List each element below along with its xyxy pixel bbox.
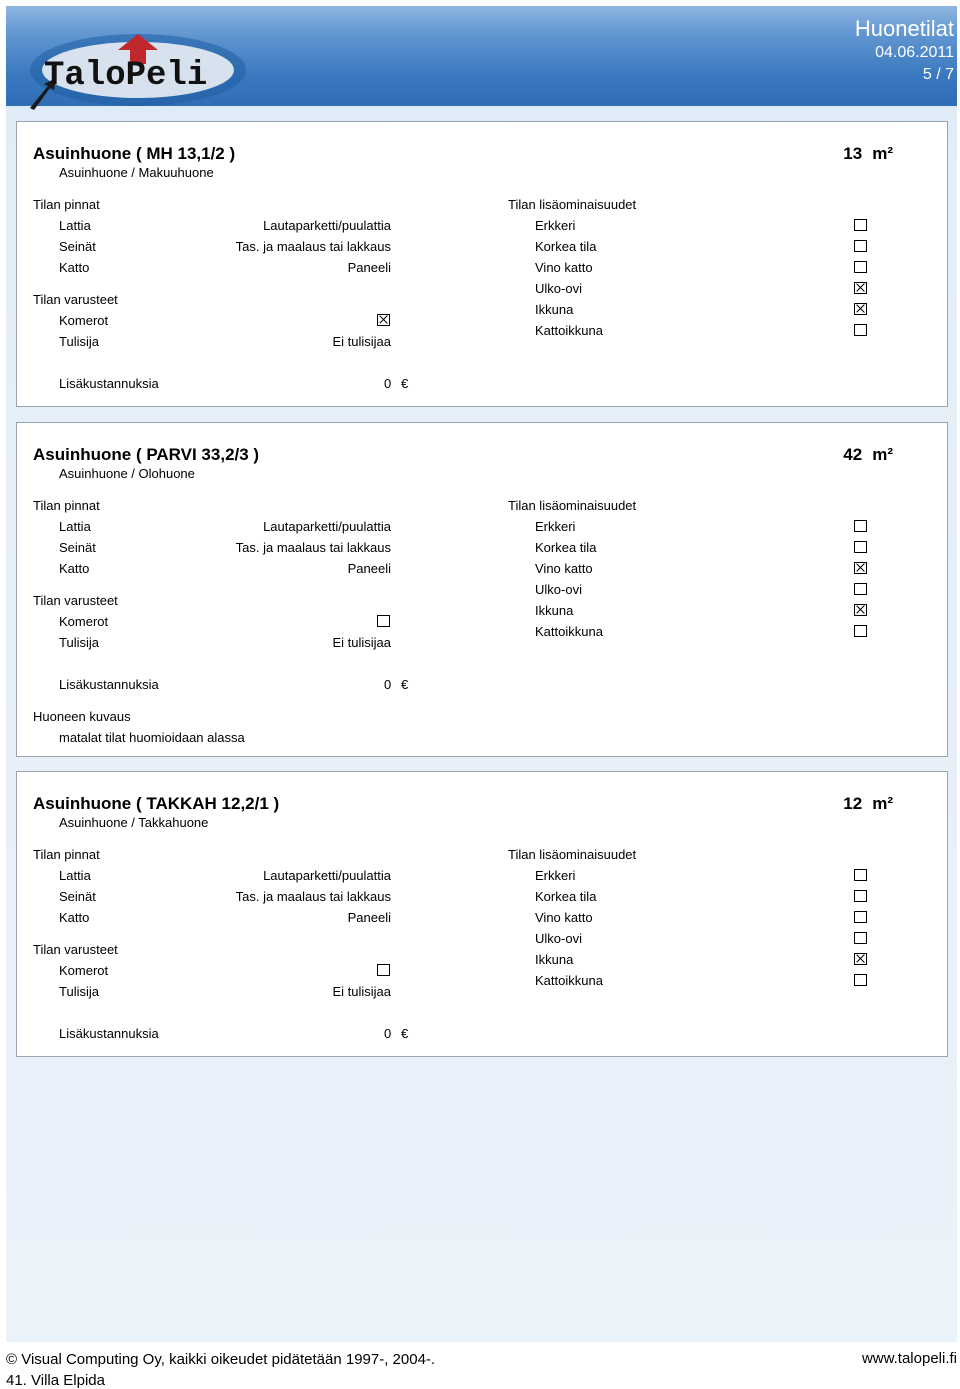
feature-label: Erkkeri <box>535 218 576 233</box>
feature-checkbox-ulko-ovi <box>854 583 867 595</box>
feature-label: Korkea tila <box>535 540 597 555</box>
feature-checkbox-ulko-ovi <box>854 282 867 294</box>
header-title: Huonetilat <box>854 16 954 41</box>
room-area: 13 m² <box>843 144 893 163</box>
fireplace-value: Ei tulisijaa <box>332 984 391 999</box>
feature-checkbox-erkkeri <box>854 520 867 532</box>
extra-costs-label: Lisäkustannuksia <box>59 1026 159 1041</box>
feature-label: Korkea tila <box>535 889 597 904</box>
equipment-heading: Tilan varusteet <box>33 942 118 957</box>
feature-label: Kattoikkuna <box>535 624 603 639</box>
feature-checkbox-vino-katto <box>854 911 867 923</box>
feature-label: Korkea tila <box>535 239 597 254</box>
fireplace-value: Ei tulisijaa <box>332 334 391 349</box>
floor-label: Lattia <box>59 218 91 233</box>
feature-label: Kattoikkuna <box>535 973 603 988</box>
feature-label: Ulko-ovi <box>535 582 582 597</box>
ceiling-value: Paneeli <box>347 260 391 275</box>
extra-costs-value: 0 <box>384 1026 392 1041</box>
room-type: Asuinhuone / Takkahuone <box>59 815 209 830</box>
room-card-1 <box>16 121 948 407</box>
header-date: 04.06.2011 <box>875 44 954 61</box>
feature-checkbox-ikkuna <box>854 604 867 616</box>
svg-text:TaloPeli: TaloPeli <box>44 57 208 95</box>
fireplace-value: Ei tulisijaa <box>332 635 391 650</box>
closet-label: Komerot <box>59 963 109 978</box>
room-title: Asuinhuone ( TAKKAH 12,2/1 ) <box>33 794 280 813</box>
feature-checkbox-korkea-tila <box>854 890 867 902</box>
feature-checkbox-ikkuna <box>854 953 867 965</box>
floor-value: Lautaparketti/puulattia <box>263 868 391 883</box>
feature-label: Erkkeri <box>535 519 576 534</box>
ceiling-label: Katto <box>59 910 90 925</box>
fireplace-label: Tulisija <box>59 635 99 650</box>
feature-label: Vino katto <box>535 260 593 275</box>
extra-costs-value: 0 <box>384 376 392 391</box>
feature-checkbox-erkkeri <box>854 869 867 881</box>
feature-label: Ikkuna <box>535 952 574 967</box>
surfaces-heading: Tilan pinnat <box>33 197 100 212</box>
room-area: 42 m² <box>843 445 893 464</box>
ceiling-value: Paneeli <box>347 561 391 576</box>
project-name: 41. Villa Elpida <box>6 1372 105 1389</box>
feature-checkbox-kattoikkuna <box>854 974 867 986</box>
equipment-heading: Tilan varusteet <box>33 593 118 608</box>
feature-label: Vino katto <box>535 910 593 925</box>
feature-label: Ulko-ovi <box>535 281 582 296</box>
extra-costs-value: 0 <box>384 677 392 692</box>
floor-value: Lautaparketti/puulattia <box>263 519 391 534</box>
feature-checkbox-ulko-ovi <box>854 932 867 944</box>
description-text: matalat tilat huomioidaan alassa <box>59 730 245 745</box>
closet-checkbox <box>377 964 390 976</box>
floor-label: Lattia <box>59 519 91 534</box>
equipment-heading: Tilan varusteet <box>33 292 118 307</box>
feature-checkbox-korkea-tila <box>854 541 867 553</box>
footer-left <box>6 1349 435 1389</box>
closet-label: Komerot <box>59 313 109 328</box>
talopeli-logo <box>26 28 256 110</box>
walls-value: Tas. ja maalaus tai lakkaus <box>235 239 391 254</box>
walls-label: Seinät <box>59 239 96 254</box>
room-card-3 <box>16 771 948 1057</box>
fireplace-label: Tulisija <box>59 334 99 349</box>
feature-label: Ulko-ovi <box>535 931 582 946</box>
feature-checkbox-erkkeri <box>854 219 867 231</box>
surfaces-heading: Tilan pinnat <box>33 498 100 513</box>
feature-label: Vino katto <box>535 561 593 576</box>
feature-label: Erkkeri <box>535 868 576 883</box>
feature-checkbox-korkea-tila <box>854 240 867 252</box>
ceiling-label: Katto <box>59 561 90 576</box>
ceiling-label: Katto <box>59 260 90 275</box>
closet-checkbox <box>377 615 390 627</box>
fireplace-label: Tulisija <box>59 984 99 999</box>
room-title: Asuinhuone ( PARVI 33,2/3 ) <box>33 445 260 464</box>
surfaces-heading: Tilan pinnat <box>33 847 100 862</box>
website-link[interactable]: www.talopeli.fi <box>861 1350 957 1367</box>
feature-checkbox-vino-katto <box>854 261 867 273</box>
floor-label: Lattia <box>59 868 91 883</box>
room-type: Asuinhuone / Makuuhuone <box>59 165 214 180</box>
ceiling-value: Paneeli <box>347 910 391 925</box>
walls-value: Tas. ja maalaus tai lakkaus <box>235 540 391 555</box>
feature-label: Ikkuna <box>535 603 574 618</box>
feature-checkbox-kattoikkuna <box>854 625 867 637</box>
closet-checkbox <box>377 314 390 326</box>
closet-label: Komerot <box>59 614 109 629</box>
features-heading: Tilan lisäominaisuudet <box>508 847 637 862</box>
feature-checkbox-kattoikkuna <box>854 324 867 336</box>
copyright-text: © Visual Computing Oy, kaikki oikeudet pidätetään 1997-, 2004-. <box>6 1351 436 1368</box>
feature-label: Kattoikkuna <box>535 323 603 338</box>
walls-label: Seinät <box>59 540 96 555</box>
feature-checkbox-vino-katto <box>854 562 867 574</box>
room-area: 12 m² <box>843 794 893 813</box>
currency-symbol: € <box>401 376 409 391</box>
currency-symbol: € <box>401 677 409 692</box>
floor-value: Lautaparketti/puulattia <box>263 218 391 233</box>
walls-label: Seinät <box>59 889 96 904</box>
feature-label: Ikkuna <box>535 302 574 317</box>
page-header <box>6 6 957 106</box>
features-heading: Tilan lisäominaisuudet <box>508 498 637 513</box>
feature-checkbox-ikkuna <box>854 303 867 315</box>
description-heading: Huoneen kuvaus <box>33 709 131 724</box>
walls-value: Tas. ja maalaus tai lakkaus <box>235 889 391 904</box>
room-card-2 <box>16 422 948 757</box>
page-number: 5 / 7 <box>922 66 954 83</box>
currency-symbol: € <box>401 1026 409 1041</box>
room-type: Asuinhuone / Olohuone <box>59 466 195 481</box>
room-title: Asuinhuone ( MH 13,1/2 ) <box>33 144 236 163</box>
extra-costs-label: Lisäkustannuksia <box>59 677 159 692</box>
features-heading: Tilan lisäominaisuudet <box>508 197 637 212</box>
extra-costs-label: Lisäkustannuksia <box>59 376 159 391</box>
